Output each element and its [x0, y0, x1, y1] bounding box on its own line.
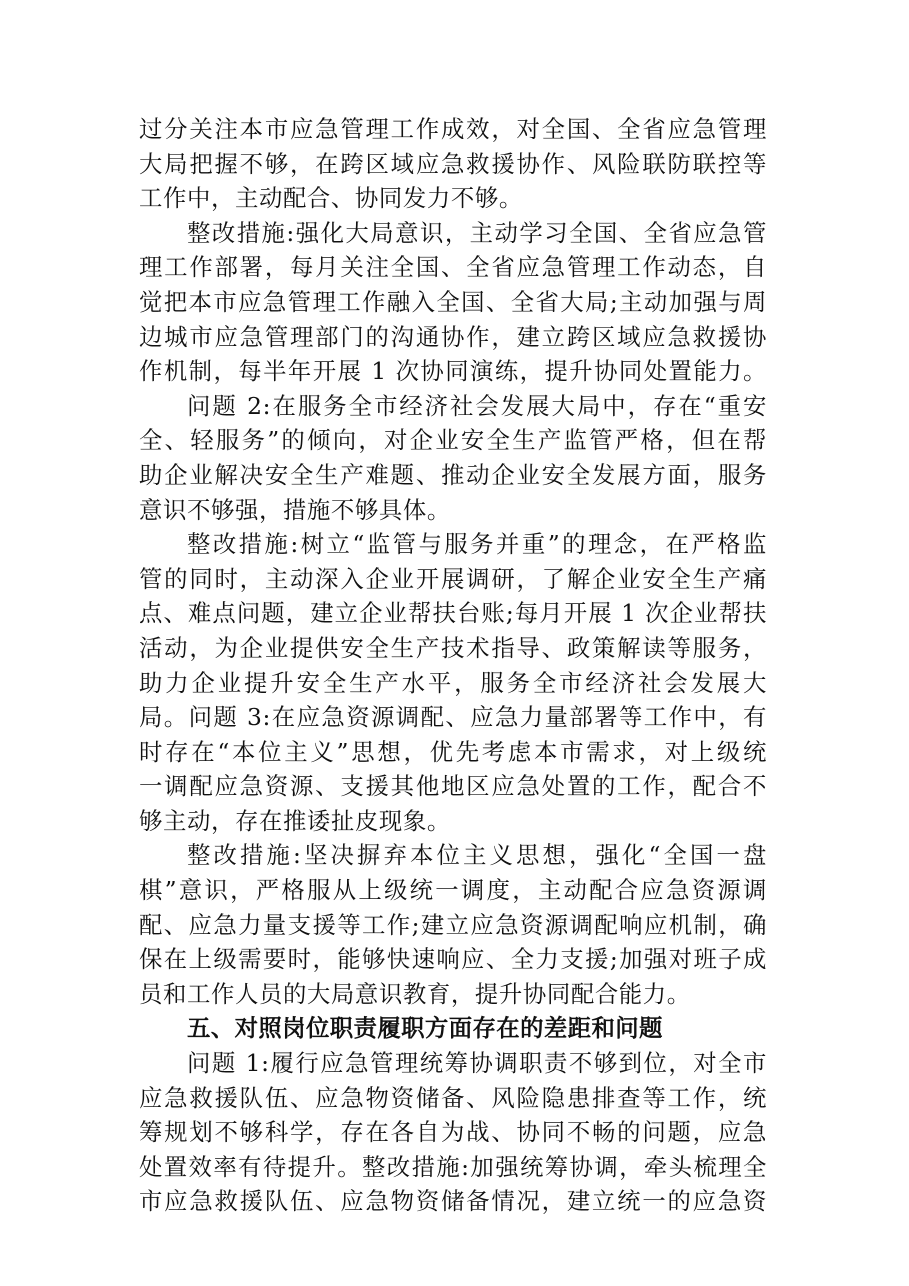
text-line: 整改措施:强化大局意识，主动学习全国、全省应急管: [187, 218, 767, 247]
text-line: 大局把握不够，在跨区域应急救援协作、风险联防联控等: [139, 149, 767, 178]
text-line: 问题 2:在服务全市经济社会发展大局中，存在“重安: [187, 391, 767, 420]
text-line: 筹规划不够科学，存在各自为战、协同不畅的问题，应急: [139, 1118, 767, 1147]
text-line: 问题 1:履行应急管理统筹协调职责不够到位，对全市: [187, 1049, 767, 1078]
text-line: 整改措施:树立“监管与服务并重”的理念，在严格监: [187, 530, 767, 559]
text-line: 觉把本市应急管理工作融入全国、全省大局;主动加强与周: [139, 287, 767, 316]
text-line: 时存在“本位主义”思想，优先考虑本市需求，对上级统: [139, 737, 767, 766]
text-line: 作机制，每半年开展 1 次协同演练，提升协同处置能力。: [139, 357, 767, 386]
document-page: [139, 112, 767, 1219]
text-line: 够主动，存在推诿扯皮现象。: [139, 806, 451, 835]
text-line: 全、轻服务”的倾向，对企业安全生产监管严格，但在帮: [139, 426, 767, 455]
text-line: 保在上级需要时，能够快速响应、全力支援;加强对班子成: [139, 945, 767, 974]
section-heading: 五、对照岗位职责履职方面存在的差距和问题: [187, 1014, 663, 1043]
text-line: 活动，为企业提供安全生产技术指导、政策解读等服务，: [139, 633, 767, 662]
text-line: 处置效率有待提升。整改措施:加强统筹协调，牵头梳理全: [139, 1152, 767, 1181]
text-line: 棋”意识，严格服从上级统一调度，主动配合应急资源调: [139, 876, 767, 905]
text-line: 局。问题 3:在应急资源调配、应急力量部署等工作中，有: [139, 703, 767, 732]
text-line: 助企业解决安全生产难题、推动企业安全发展方面，服务: [139, 460, 767, 489]
text-line: 员和工作人员的大局意识教育，提升协同配合能力。: [139, 979, 691, 1008]
text-line: 市应急救援队伍、应急物资储备情况，建立统一的应急资: [139, 1187, 767, 1216]
text-line: 边城市应急管理部门的沟通协作，建立跨区域应急救援协: [139, 322, 767, 351]
text-line: 应急救援队伍、应急物资储备、风险隐患排查等工作，统: [139, 1083, 767, 1112]
text-line: 管的同时，主动深入企业开展调研，了解企业安全生产痛: [139, 564, 767, 593]
text-line: 配、应急力量支援等工作;建立应急资源调配响应机制，确: [139, 910, 767, 939]
text-line: 工作中，主动配合、协同发力不够。: [139, 184, 523, 213]
text-line: 过分关注本市应急管理工作成效，对全国、全省应急管理: [139, 115, 767, 143]
text-line: 理工作部署，每月关注全国、全省应急管理工作动态，自: [139, 253, 767, 282]
text-line: 整改措施:坚决摒弃本位主义思想，强化“全国一盘: [187, 841, 767, 870]
text-line: 一调配应急资源、支援其他地区应急处置的工作，配合不: [139, 772, 767, 801]
text-line: 意识不够强，措施不够具体。: [139, 495, 451, 524]
text-line: 点、难点问题，建立企业帮扶台账;每月开展 1 次企业帮扶: [139, 599, 767, 628]
text-line: 助力企业提升安全生产水平，服务全市经济社会发展大: [139, 668, 767, 697]
